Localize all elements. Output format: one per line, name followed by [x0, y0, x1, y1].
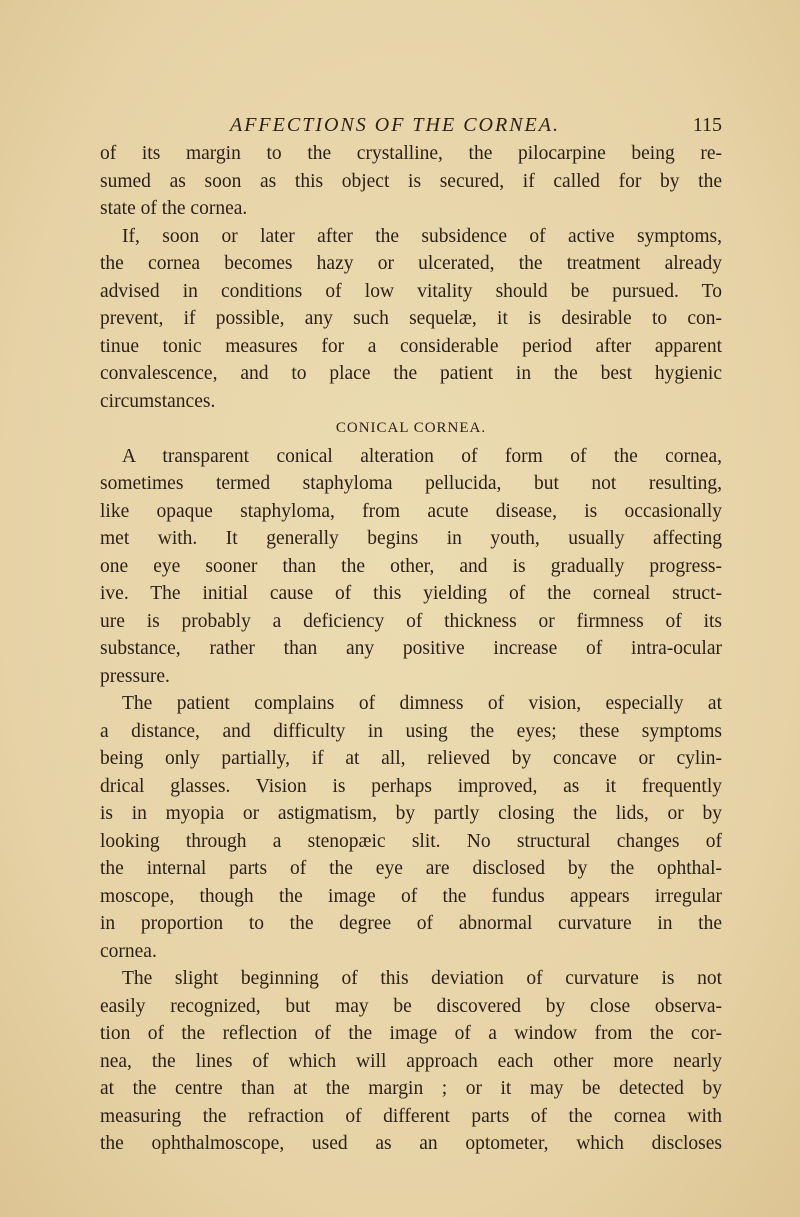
- text-line: The slight beginning of this deviation of curvature is not: [122, 968, 722, 989]
- page-body: [100, 140, 722, 1158]
- text-line: sumed as soon as this object is secured, if called for by the: [100, 170, 722, 192]
- text-line: cornea.: [100, 940, 157, 962]
- text-line: state of the cornea.: [100, 198, 248, 219]
- text-line: the internal parts of the eye are disclosed by the ophthal-: [100, 858, 722, 879]
- page-number: 115: [692, 114, 722, 136]
- text-line: met with. It generally begins in youth, usually affecting: [100, 528, 722, 549]
- text-line: easily recognized, but may be discovered by close observa-: [100, 995, 722, 1017]
- text-line: the cornea becomes hazy or ulcerated, the treatment already: [100, 253, 722, 274]
- paragraph: [100, 223, 722, 416]
- text-line: substance, rather than any positive increase of intra-ocular: [100, 638, 722, 659]
- text-line: ure is probably a deficiency of thickness or firmness of its: [100, 610, 722, 632]
- text-line: advised in conditions of low vitality should be pursued. To: [100, 280, 722, 302]
- text-line: tinue tonic measures for a considerable period after apparent: [100, 335, 722, 357]
- text-line: like opaque staphyloma, from acute disease, is occasionally: [100, 500, 722, 522]
- page-header: [100, 114, 722, 142]
- paragraph: [100, 140, 722, 223]
- text-line: nea, the lines of which will approach each other more nearly: [100, 1050, 722, 1072]
- text-line: If, soon or later after the subsidence of active symptoms,: [122, 225, 722, 247]
- text-line: measuring the refraction of different parts of the cornea with: [100, 1105, 722, 1127]
- text-line: one eye sooner than the other, and is gradually progress-: [100, 555, 722, 577]
- text-line: pressure.: [100, 665, 170, 687]
- text-line: ive. The initial cause of this yielding of the corneal struct-: [100, 583, 722, 604]
- text-line: convalescence, and to place the patient in the best hygienic: [100, 363, 722, 384]
- text-line: The patient complains of dimness of vision, especially at: [122, 693, 722, 714]
- text-line: moscope, though the image of the fundus appears irregular: [100, 885, 722, 907]
- paragraph: [100, 690, 722, 965]
- text-line: sometimes termed staphyloma pellucida, but not resulting,: [100, 473, 722, 494]
- text-line: circumstances.: [100, 390, 216, 412]
- text-line: the ophthalmoscope, used as an optometer, which discloses: [100, 1133, 722, 1154]
- paragraph: [100, 965, 722, 1158]
- running-head: AFFECTIONS OF THE CORNEA.: [230, 114, 560, 136]
- text-line: of its margin to the crystalline, the pilocarpine being re-: [100, 143, 722, 164]
- text-line: A transparent conical alteration of form of the cornea,: [122, 445, 722, 467]
- section-heading: CONICAL CORNEA.: [335, 420, 487, 436]
- text-line: at the centre than at the margin ; or it may be detected by: [100, 1078, 722, 1099]
- text-line: is in myopia or astigmatism, by partly closing the lids, or by: [100, 803, 722, 824]
- text-line: looking through a stenopæic slit. No structural changes of: [100, 830, 722, 852]
- text-line: drical glasses. Vision is perhaps improved, as it frequently: [100, 775, 722, 797]
- text-line: a distance, and difficulty in using the eyes; these symptoms: [100, 720, 722, 742]
- text-line: in proportion to the degree of abnormal curvature in the: [100, 913, 722, 934]
- text-line: tion of the reflection of the image of a window from the cor-: [100, 1023, 722, 1044]
- paragraph: [100, 443, 722, 691]
- text-line: being only partially, if at all, relieved by concave or cylin-: [100, 748, 722, 769]
- text-line: prevent, if possible, any such sequelæ, it is desirable to con-: [100, 308, 722, 329]
